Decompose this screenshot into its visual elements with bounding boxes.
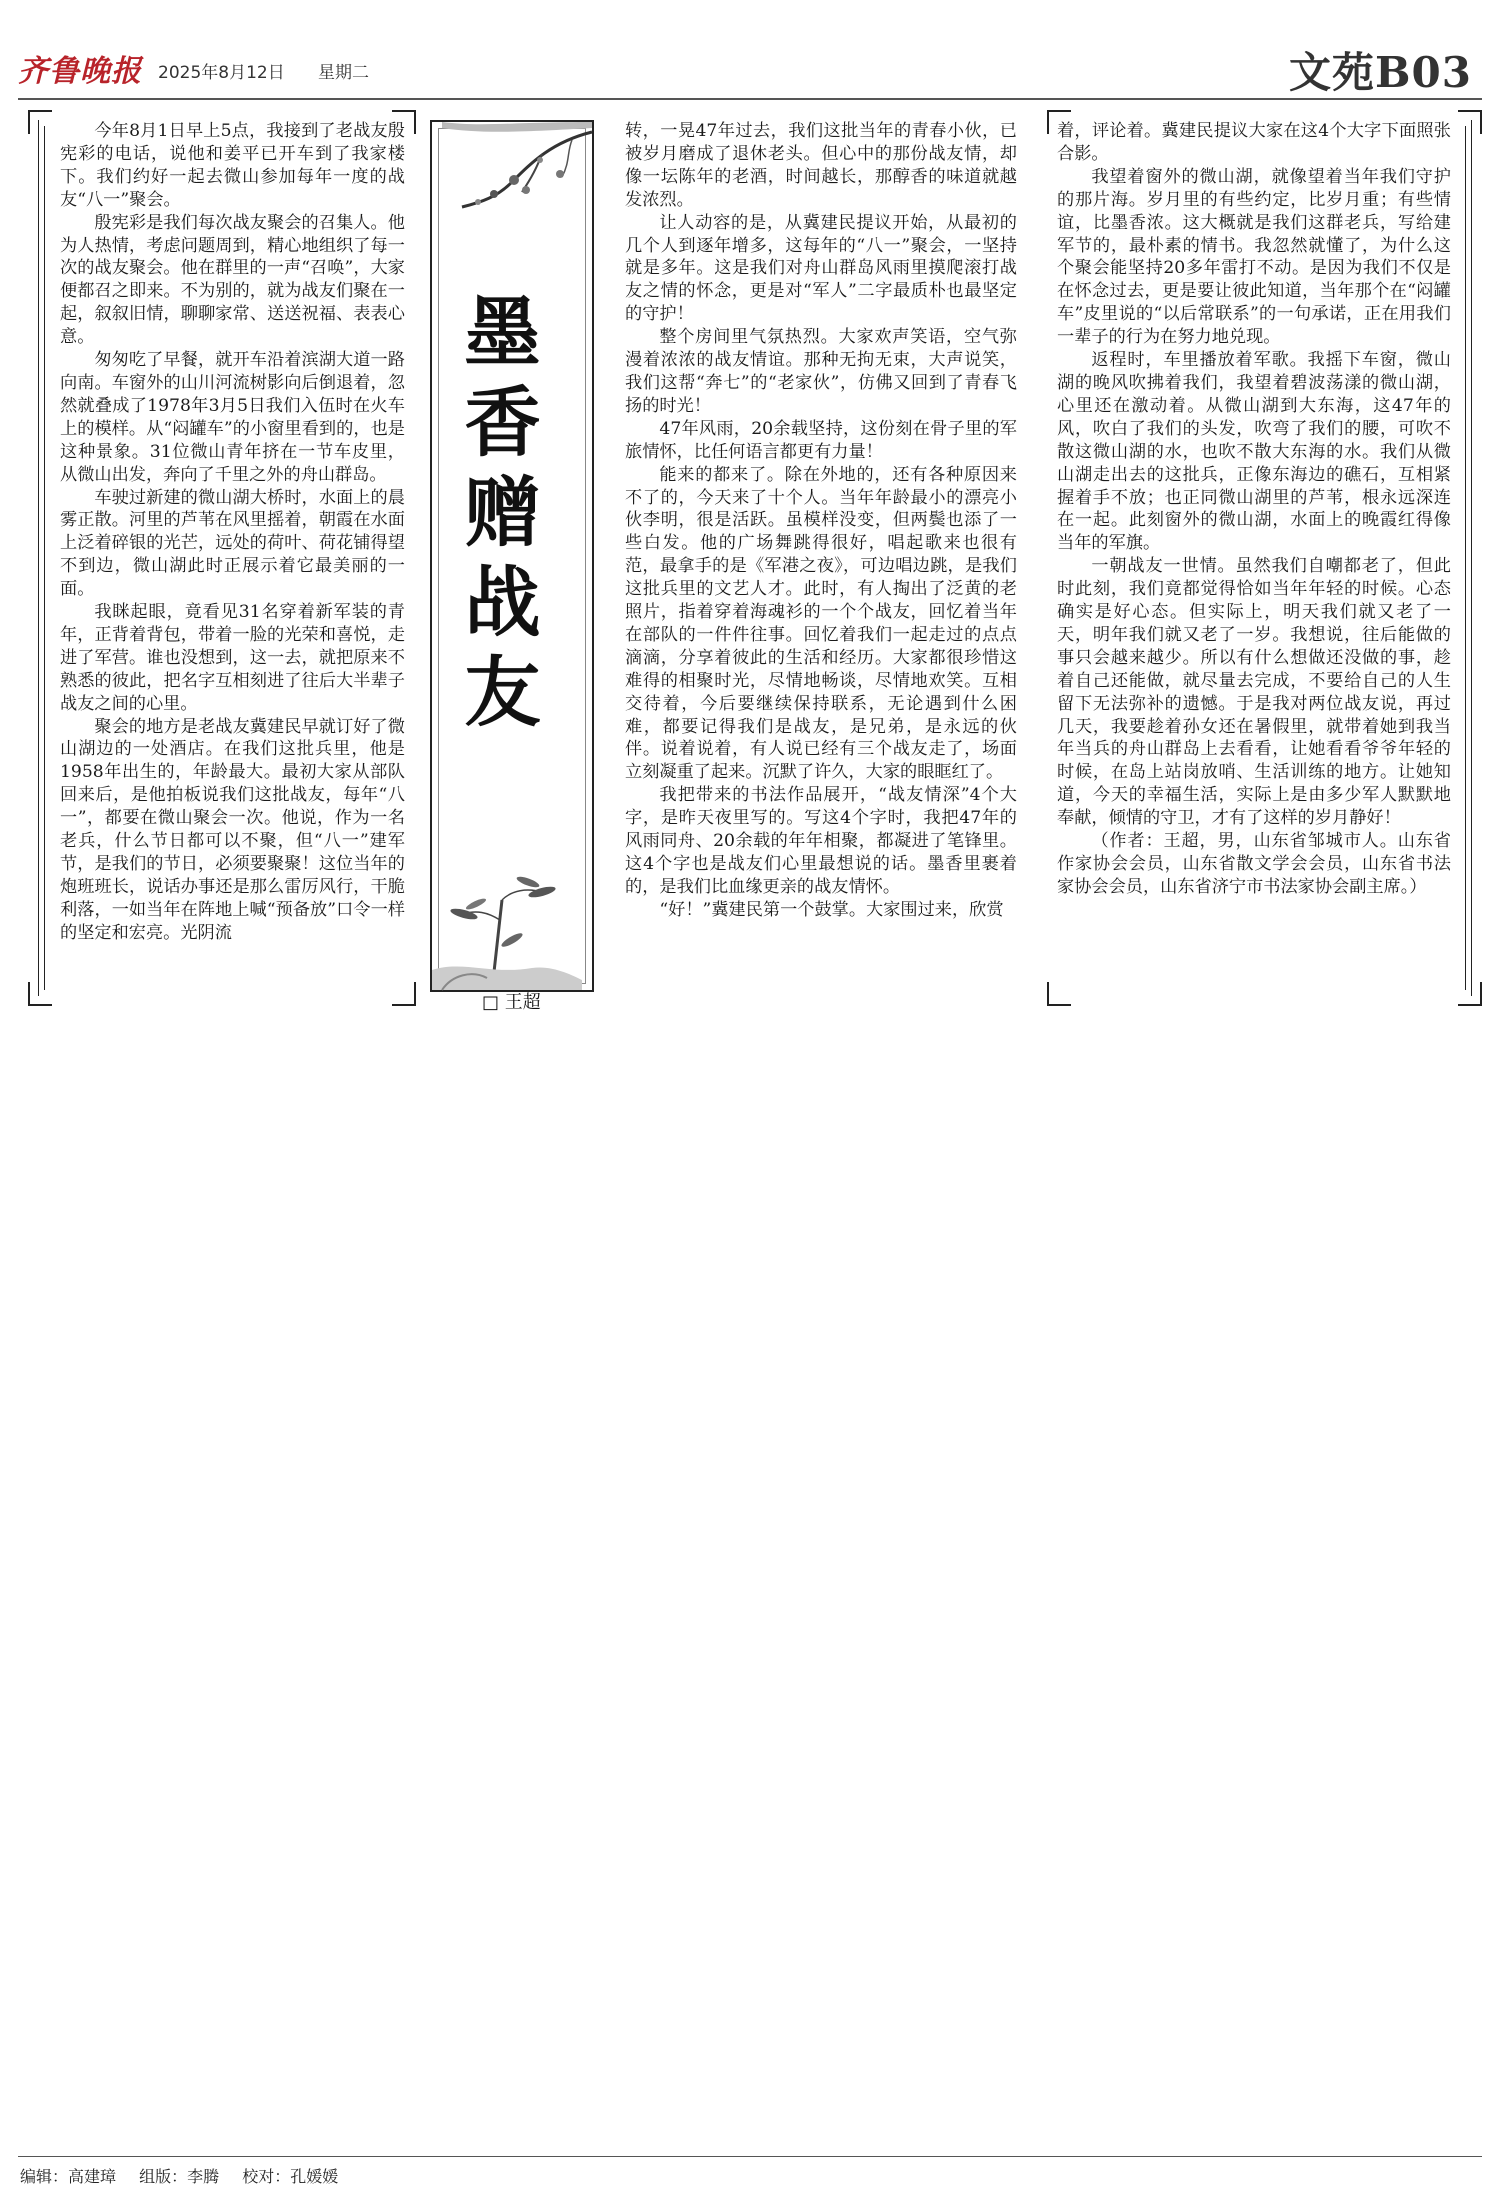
paragraph: 让人动容的是，从冀建民提议开始，从最初的几个人到逐年增多，这每年的“八一”聚会，一坚持就是多年。这是我们对舟山群岛风雨里摸爬滚打战友之情的怀念，更是对“军人”二字最质朴也最坚定的守护！ <box>625 212 1017 325</box>
paragraph: 转，一晃47年过去，我们这批当年的青春小伙，已被岁月磨成了退休老头。但心中的那份战友情，却像一坛陈年的老酒，时间越长，那醇香的味道就越发浓烈。 <box>625 121 1017 210</box>
title-panel <box>430 120 594 1013</box>
paragraph: 殷宪彩是我们每次战友聚会的召集人。他为人热情，考虑问题周到，精心地组织了每一次的战友聚会。他在群里的一声“召唤”，大家便都召之即来。不为别的，就为战友们聚在一起，叙叙旧情，聊聊家常、送送祝福、表表心意。 <box>60 212 405 348</box>
paragraph: 今年8月1日早上5点，我接到了老战友殷宪彩的电话，说他和姜平已开车到了我家楼下。我们约好一起去微山参加每年一度的战友“八一”聚会。 <box>60 121 405 210</box>
paragraph: 我眯起眼，竟看见31名穿着新军装的青年，正背着背包，带着一脸的光荣和喜悦，走进了军营。谁也没想到，这一去，就把原来不熟悉的彼此，把名字互相刻进了往后大半辈子战友之间的心里。 <box>60 602 405 714</box>
paragraph: “好！”冀建民第一个鼓掌。大家围过来，欣赏 <box>659 899 1004 920</box>
layout-credit: 组版：李腾 <box>139 2167 220 2186</box>
bamboo-illustration <box>432 840 582 990</box>
editor-credit: 编辑：高建璋 <box>20 2167 117 2186</box>
paragraph: 返程时，车里播放着军歌。我摇下车窗，微山湖的晚风吹拂着我们，我望着碧波荡漾的微山湖，心里还在激动着。从微山湖到大东海，这47年的风，吹白了我们的头发，吹弯了我们的腰，可吹不散这微山湖的水，也吹不散大东海的水。我们从微山湖走出去的这批兵，正像东海边的礁石，互相紧握着手不放；也正同微山湖里的芦苇，根永远深连在一起。此刻窗外的微山湖，水面上的晚霞红得像当年的军旗。 <box>1057 350 1451 554</box>
article-column-2 <box>625 120 1017 922</box>
article-column-3 <box>1057 120 1451 899</box>
newspaper-logo: 齐鲁晚报 <box>18 54 142 89</box>
proof-credit: 校对：孔媛媛 <box>242 2167 339 2186</box>
paragraph: 整个房间里气氛热烈。大家欢声笑语，空气弥漫着浓浓的战友情谊。那种无拘无束，大声说笑，我们这帮“奔七”的“老家伙”，仿佛又回到了青春飞扬的时光！ <box>625 327 1017 416</box>
paragraph: 能来的都来了。除在外地的，还有各种原因来不了的，今天来了十个人。当年年龄最小的漂亮小伙李明，很是活跃。虽模样没变，但两鬓也添了一些白发。他的广场舞跳得很好，唱起歌来也很有范，最拿手的是《军港之夜》，可边唱边跳，是我们这批兵里的文艺人才。此时，有人掏出了泛黄的老照片，指着穿着海魂衫的一个个战友，回忆着当年在部队的一件件往事。回忆着我们一起走过的点点滴滴，分享着彼此的生活和经历。大家都很珍惜这难得的相聚时光，尽情地畅谈，尽情地欢笑。互相交待着，今后要继续保持联系，无论遇到什么困难，都要记得我们是战友，是兄弟，是永远的伙伴。说着说着，有人说已经有三个战友走了，场面立刻凝重了起来。沉默了许久，大家的眼眶红了。 <box>625 464 1017 783</box>
article-byline: □ 王超 <box>482 992 541 1013</box>
paragraph: 47年风雨，20余载坚持，这份刻在骨子里的军旅情怀，比任何语言都更有力量！ <box>625 418 1017 462</box>
paragraph: 我把带来的书法作品展开，“战友情深”4个大字，是昨天夜里写的。写这4个字时，我把47年的风雨同舟、20余载的年年相聚，都凝进了笔锋里。这4个字也是战友们心里最想说的话。墨香里裹着的，是我们比血缘更亲的战友情怀。 <box>625 785 1017 897</box>
plum-branch-illustration <box>442 122 592 252</box>
masthead <box>18 40 1482 100</box>
author-note: （作者：王超，男，山东省邹城市人。山东省作家协会会员，山东省散文学会会员，山东省书法家协会会员，山东省济宁市书法家协会副主席。） <box>1057 831 1451 897</box>
section-label: 文苑B03 <box>1289 48 1472 97</box>
paragraph: 着，评论着。冀建民提议大家在这4个大字下面照张合影。 <box>1057 121 1451 164</box>
footer-credits <box>20 2164 356 2187</box>
paragraph: 匆匆吃了早餐，就开车沿着滨湖大道一路向南。车窗外的山川河流树影向后倒退着，忽然就叠成了1978年3月5日我们入伍时在火车上的模样。从“闷罐车”的小窗里看到的，也是这种景象。31位微山青年挤在一节车皮里，从微山出发，奔向了千里之外的舟山群岛。 <box>60 350 405 485</box>
publication-date: 2025年8月12日 <box>158 63 285 83</box>
article-title: 墨香赠战友 <box>452 292 541 742</box>
header-rule <box>18 98 1482 100</box>
paragraph: 车驶过新建的微山湖大桥时，水面上的晨雾正散。河里的芦苇在风里摇着，朝霞在水面上泛着碎银的光芒，远处的荷叶、荷花铺得望不到边，微山湖此时正展示着它最美丽的一面。 <box>60 487 405 600</box>
article-column-1 <box>60 120 405 945</box>
paragraph: 一朝战友一世情。虽然我们自嘲都老了，但此时此刻，我们竟都觉得恰如当年年轻的时候。心态确实是好心态。但实际上，明天我们就又老了一天，明年我们就又老了一岁。我想说，往后能做的事只会越来越少。所以有什么想做还没做的事，趁着自己还能做，就尽量去完成，不要给自己的人生留下无法弥补的遗憾。于是我对两位战友说，再过几天，我要趁着孙女还在暑假里，就带着她到我当年当兵的舟山群岛上去看看，让她看看爷爷年轻的时候，在岛上站岗放哨、生活训练的地方。让她知道，今天的幸福生活，实际上是由多少军人默默地奉献，倾情的守卫，才有了这样的岁月静好！ <box>1057 556 1451 829</box>
paragraph: 聚会的地方是老战友冀建民早就订好了微山湖边的一处酒店。在我们这批兵里，他是1958年出生的，年龄最大。最初大家从部队回来后，是他拍板说我们这批战友，每年“八一”，都要在微山聚会一次。他说，作为一名老兵，什么节日都可以不聚，但“八一”建军节，是我们的节日，必须要聚聚！这位当年的炮班班长，说话办事还是那么雷厉风行，干脆利落，一如当年在阵地上喊“预备放”口令一样的坚定和宏亮。光阴流 <box>60 716 405 943</box>
paragraph: 我望着窗外的微山湖，就像望着当年我们守护的那片海。岁月里的有些约定，比岁月重；有些情谊，比墨香浓。这大概就是我们这群老兵，写给建军节的，最朴素的情书。我忽然就懂了，为什么这个聚会能坚持20多年雷打不动。是因为我们不仅是在怀念过去，更是要让彼此知道，当年那个在“闷罐车”皮里说的“以后常联系”的一句承诺，正在用我们一辈子的行为在努力地兑现。 <box>1057 166 1451 348</box>
footer-rule <box>18 2156 1482 2157</box>
publication-weekday: 星期二 <box>318 63 369 83</box>
